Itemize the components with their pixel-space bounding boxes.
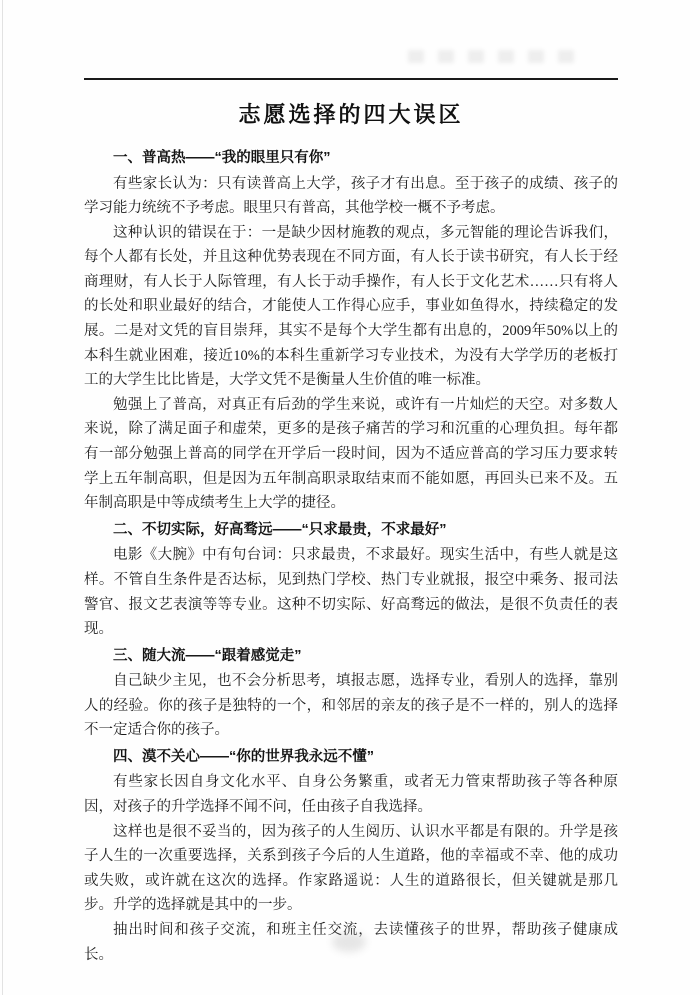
faded-header-artifact xyxy=(408,50,588,63)
paragraph: 勉强上了普高，对真正有后劲的学生来说，或许有一片灿烂的天空。对多数人来说，除了满足面子和虚荣，更多的是孩子痛苦的学习和沉重的心理负担。每年都有一部分勉强上普高的同学在开学后一段时间，因为不适应普高的学习压力要求转学上五年制高职，但是因为五年制高职录取结束而不能如愿，再回头已来不及。五年制高职是中等成绩考生上大学的捷径。 xyxy=(84,396,618,512)
paragraph: 自己缺少主见，也不会分析思考，填报志愿，选择专业，看别人的选择，靠别人的经验。你的孩子是独特的一个，和邻居的亲友的孩子是不一样的，别人的选择不一定适合你的孩子。 xyxy=(84,673,618,739)
section-2 xyxy=(84,518,618,642)
paragraph: 这种认识的错误在于：一是缺少因材施教的观点，多元智能的理论告诉我们，每个人都有长处，并且这种优势表现在不同方面，有人长于读书研究，有人长于经商理财，有人长于人际管理，有人长于动手操作，有人长于文化艺术……只有将人的长处和职业最好的结合，才能使人工作得心应手，事业如鱼得水，持续稳定的发展。二是对文凭的盲目崇拜，其实不是每个大学生都有出息的，2009年50%以上的本科生就业困难，接近10%的本科生重新学习专业技术，为没有大学学历的老板打工的大学生比比皆是，大学文凭不是衡量人生价值的唯一标准。 xyxy=(84,224,618,389)
paragraph: 这样也是很不妥当的，因为孩子的人生阅历、认识水平都是有限的。升学是孩子人生的一次重要选择，关系到孩子今后的人生道路，他的幸福或不幸、他的成功或失败，或许就在这次的选择。作家路遥说：人生的道路很长，但关键就是那几步。升学的选择就是其中的一步。 xyxy=(84,823,618,914)
document-content xyxy=(84,94,618,967)
bottom-scan-smudge xyxy=(332,932,366,952)
section-1 xyxy=(84,146,618,516)
section-3 xyxy=(84,644,618,743)
section-3-heading: 三、随大流——“跟着感觉走” xyxy=(113,647,302,664)
page-title: 志愿选择的四大误区 xyxy=(238,102,464,127)
scan-page-edge xyxy=(2,0,3,995)
section-4-heading: 四、漠不关心——“你的世界我永远不懂” xyxy=(113,748,374,765)
section-1-heading: 一、普高热——“我的眼里只有你” xyxy=(113,150,331,166)
header-rule xyxy=(84,78,618,80)
paragraph: 有些家长因自身文化水平、自身公务繁重，或者无力管束帮助孩子等各种原因，对孩子的升学选择不闻不问，任由孩子自我选择。 xyxy=(84,774,618,816)
paragraph: 电影《大腕》中有句台词：只求最贵，不求最好。现实生活中，有些人就是这样。不管自生条件是否达标，见到热门学校、热门专业就报，报空中乘务、报司法警官、报文艺表演等等专业。这种不切实际、好高骛远的做法，是很不负责任的表现。 xyxy=(84,547,618,638)
paragraph: 抽出时间和孩子交流，和班主任交流，去读懂孩子的世界，帮助孩子健康成长。 xyxy=(84,922,618,963)
section-2-heading: 二、不切实际，好高骛远——“只求最贵，不求最好” xyxy=(113,521,447,538)
paragraph: 有些家长认为：只有读普高上大学，孩子才有出息。至于孩子的成绩、孩子的学习能力统统不予考虑。眼里只有普高，其他学校一概不予考虑。 xyxy=(84,175,618,217)
